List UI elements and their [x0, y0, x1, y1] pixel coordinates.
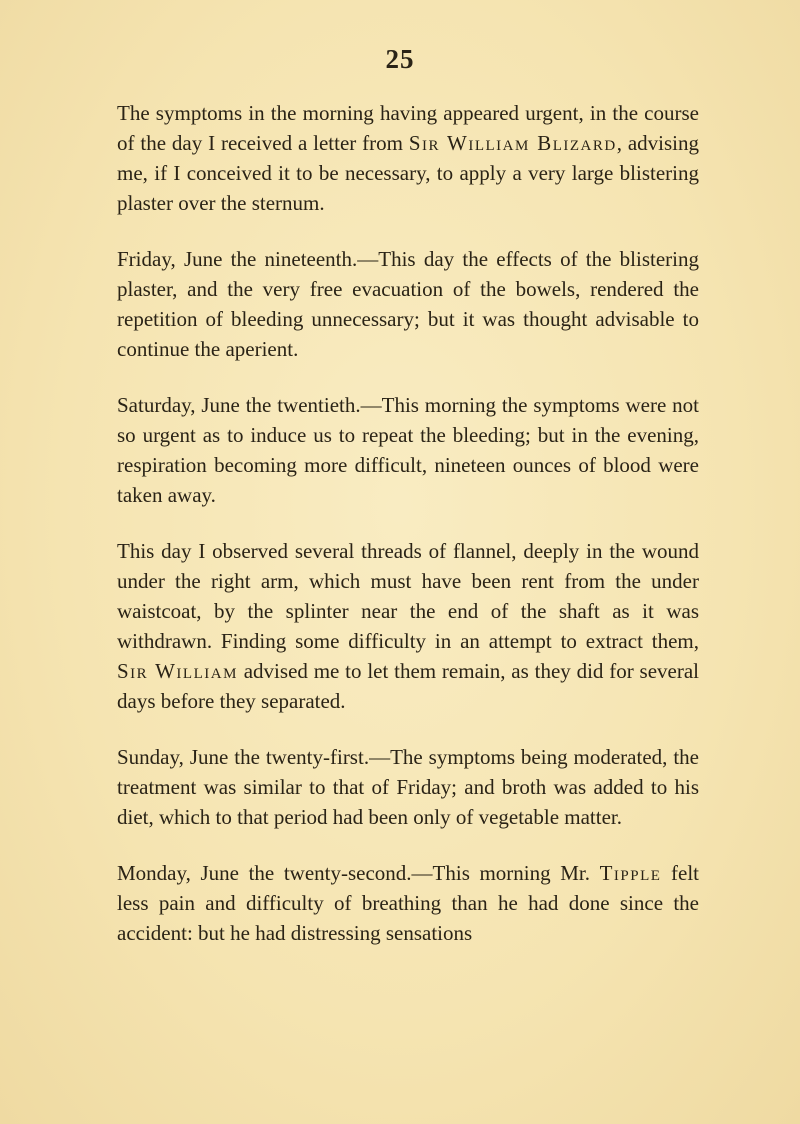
text-segment: Friday, June the nineteenth.—This day the effects of the blistering plaster, and the very free evacuation of the bowels, rendered the repetition of bleeding unnecessary; but it was thought advisable to continue the aperient. [117, 247, 699, 361]
text-segment: Saturday, June the twentieth.—This morning the symptoms were not so urgent as to induce us to repeat the bleeding; but in the evening, respiration becoming more difficult, nineteen ounces of blood were taken away. [117, 393, 699, 507]
name-tipple: Tipple [599, 861, 662, 885]
text-segment: Monday, June the twenty-second.—This morning Mr. [117, 861, 600, 885]
text-segment: The symptoms in the morning having appeared urgent, in the course of the day I received a letter from [117, 101, 699, 155]
body-text [117, 98, 699, 974]
paragraph-4 [117, 536, 699, 716]
paragraph-1 [117, 98, 699, 218]
paragraph-6 [117, 858, 699, 948]
paragraph-3 [117, 390, 699, 510]
paragraph-5 [117, 742, 699, 832]
page-number: 25 [385, 44, 415, 74]
text-segment: Sunday, June the twenty-first.—The symptoms being moderated, the treatment was similar to that of Friday; and broth was added to his diet, which to that period had been only of vegetable matter. [117, 745, 699, 829]
text-segment: This day I observed several threads of flannel, deeply in the wound under the right arm, which must have been rent from the under waistcoat, by the splinter near the end of the shaft as it was withdrawn. Finding some difficulty in an attempt to extract them, [117, 539, 699, 653]
name-sir-william-blizard: Sir William Blizard [408, 131, 617, 155]
text-segment: felt less pain and difficulty of breathing than he had done since the accident: but he had distressing sensations [117, 861, 700, 945]
name-sir-william: Sir William [117, 659, 238, 683]
paragraph-2 [117, 244, 699, 364]
text-segment: , advising me, if I conceived it to be necessary, to apply a very large blistering plaster over the sternum. [117, 131, 699, 215]
text-segment: advised me to let them remain, as they did for several days before they separated. [117, 659, 699, 713]
